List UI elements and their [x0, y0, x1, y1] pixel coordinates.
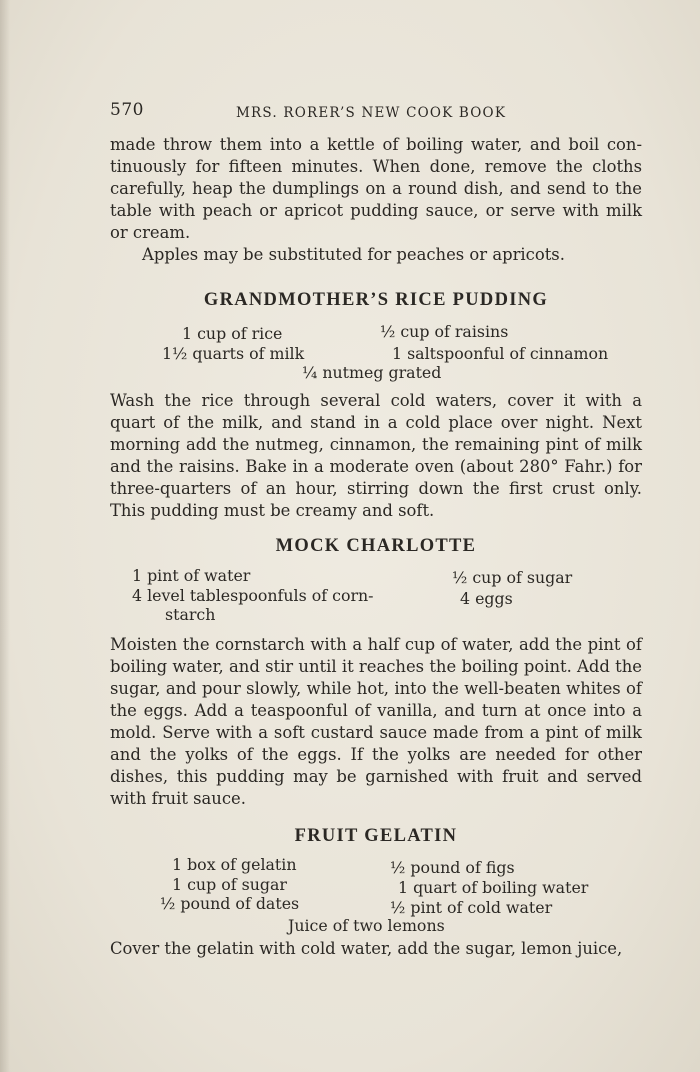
recipe-method-mock-charlotte: Moisten the cornstarch with a half cup of water, add the pint of boiling water, and stir until it reaches the boiling point. Add the sugar, and pour slowly, while hot, into the well-beaten whites of the eggs. Add a teaspoonful of vanilla, and turn at once into a mold. Serve with a soft custard sauce made from a pint of milk and the yolks of the eggs. If the yolks are needed for other dishes, this pudding may be garnished with fruit and served with fruit sauce.	[110, 635, 642, 808]
recipe-title-rice-pudding: GRANDMOTHER’S RICE PUDDING	[203, 290, 549, 310]
ingredient: ½ pint of cold water	[390, 898, 553, 917]
recipe-method-fruit-gelatin: Cover the gelatin with cold water, add the sugar, lemon juice,	[110, 939, 623, 958]
recipe-method-rice-pudding: Wash the rice through several cold waters, cover it with a quart of the milk, and stand in a cold place over night. Next morning add the nutmeg, cinnamon, the remaining pint of milk and the raisins. Bake in a moderate oven (about 280° Fahr.) for three-quarters of an hour, stirring down the first crust only. This pudding must be creamy and soft.	[110, 391, 642, 520]
ingredient: 1 cup of rice	[182, 324, 283, 343]
recipe-title-fruit-gelatin: FRUIT GELATIN	[294, 826, 458, 846]
intro-paragraph-apples: Apples may be substituted for peaches or apricots.	[142, 245, 565, 264]
gutter-shadow	[0, 0, 10, 1072]
ingredient: ¼ nutmeg grated	[302, 363, 442, 382]
intro-paragraph: made throw them into a kettle of boiling water, and boil con-tinuously for fifteen minutes. When done, remove the cloths carefully, heap the dumplings on a round dish, and send to the table with peach or apricot pudding sauce, or serve with milk or cream.	[110, 135, 642, 242]
ingredient: ½ pound of figs	[390, 858, 515, 877]
ingredient: 1 box of gelatin	[172, 855, 297, 874]
ingredient: 4 eggs	[460, 589, 513, 608]
recipe-title-mock-charlotte: MOCK CHARLOTTE	[275, 536, 477, 556]
ingredient: 4 level tablespoonfuls of corn-	[132, 586, 374, 605]
ingredient: 1 quart of boiling water	[398, 878, 589, 897]
ingredient: 1 cup of sugar	[172, 875, 287, 894]
running-title: MRS. RORER’S NEW COOK BOOK	[236, 105, 507, 121]
ingredient: ½ pound of dates	[160, 894, 300, 913]
ingredient: starch	[165, 605, 216, 624]
running-head	[110, 100, 640, 124]
ingredient: Juice of two lemons	[288, 916, 445, 935]
ingredient: 1½ quarts of milk	[162, 344, 305, 363]
ingredient: 1 saltspoonful of cinnamon	[392, 344, 609, 363]
ingredient: ½ cup of raisins	[380, 322, 509, 341]
page-number: 570	[110, 100, 144, 120]
ingredient: ½ cup of sugar	[452, 568, 573, 587]
ingredient: 1 pint of water	[132, 566, 251, 585]
